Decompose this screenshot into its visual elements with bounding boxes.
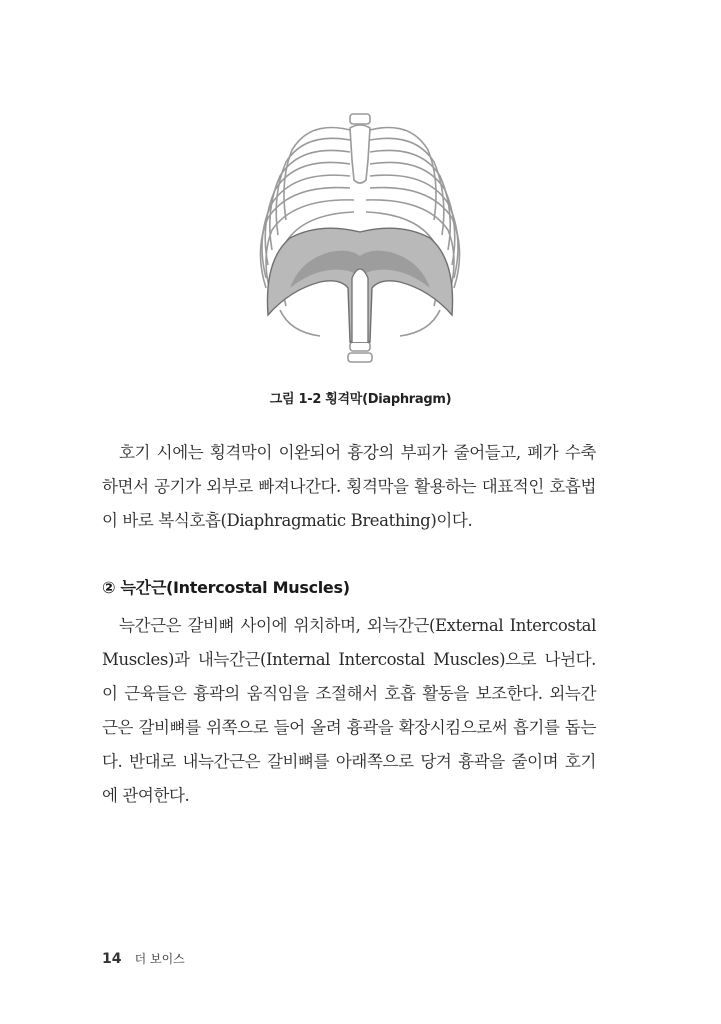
diaphragm-illustration <box>250 110 470 372</box>
paragraph-intercostal: 늑간근은 갈비뼈 사이에 위치하며, 외늑간근(External Intercostal Muscles)과 내늑간근(Internal Intercostal Muscles)으로 나뉜다. 이 근육들은 흉곽의 움직임을 조절해서 호흡 활동을 보조한다. 외늑간근은 갈비뼈를 위쪽으로 들어 올려 흉곽을 확장시킴으로써 흡기를 돕는다. 반대로 내늑간근은 갈비뼈를 아래쪽으로 당겨 흉곽을 줄이며 호기에 관여한다. <box>102 616 596 805</box>
figure-caption: 그림 1-2 횡격막(Diaphragm) <box>269 392 452 407</box>
page-footer <box>102 948 185 967</box>
paragraph-exhalation: 호기 시에는 횡격막이 이완되어 흉강의 부피가 줄어들고, 폐가 수축하면서 공기가 외부로 빠져나간다. 횡격막을 활용하는 대표적인 호흡법이 바로 복식호흡(Diaphragmatic Breathing)이다. <box>102 443 596 530</box>
page-number: 14 <box>102 951 122 967</box>
section-heading: ② 늑간근(Intercostal Muscles) <box>102 578 350 597</box>
book-title: 더 보이스 <box>134 952 185 966</box>
